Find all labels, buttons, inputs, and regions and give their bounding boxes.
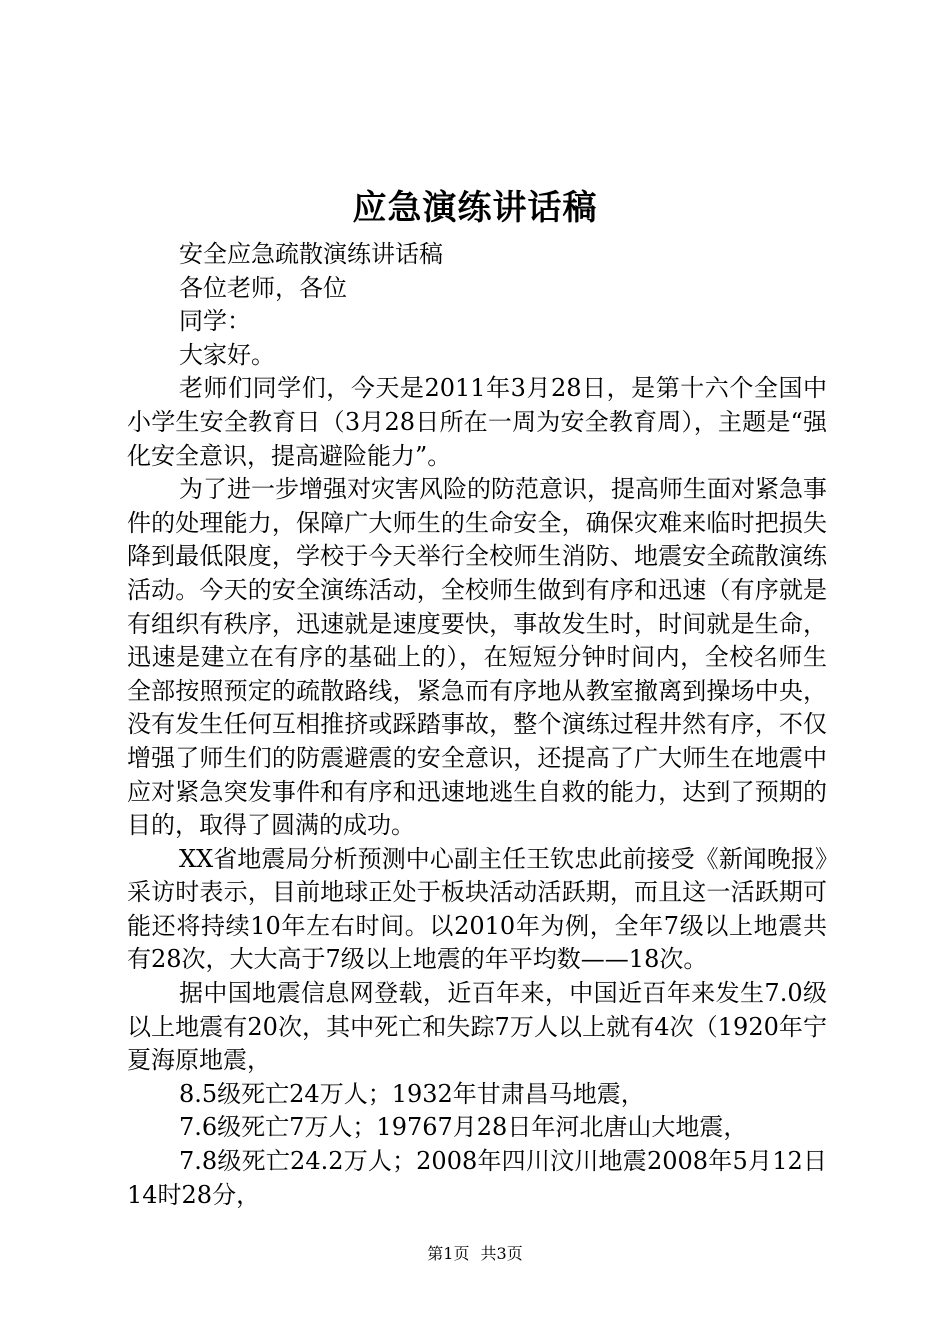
paragraph-seismic: XX省地震局分析预测中心副主任王钦忠此前接受《新闻晚报》采访时表示，目前地球正处于板块活动活跃期，而且这一活跃期可能还将持续10年左右时间。以2010年为例，全年7级以上地震共有28次，大大高于7级以上地震的年平均数——18次。 bbox=[127, 844, 827, 974]
paragraph-salutation-cont: 同学： bbox=[179, 307, 251, 336]
paragraph-subtitle: 安全应急疏散演练讲话稿 bbox=[179, 240, 443, 268]
paragraph-greeting: 大家好。 bbox=[179, 340, 275, 369]
paragraph-salutation: 各位老师，各位 bbox=[179, 273, 347, 302]
document-title: 应急演练讲话稿 bbox=[352, 188, 598, 228]
paragraph-history-2008: 7.8级死亡24.2万人；2008年四川汶川地震2008年5月12日14时28分， bbox=[127, 1147, 827, 1209]
paragraph-history-1976: 7.6级死亡7万人；19767月28日年河北唐山大地震， bbox=[179, 1113, 748, 1142]
document-body bbox=[127, 238, 827, 1212]
page-footer bbox=[0, 1244, 950, 1264]
page-total: 共3页 bbox=[480, 1244, 523, 1263]
paragraph-history: 据中国地震信息网登载，近百年来，中国近百年来发生7.0级以上地震有20次，其中死亡和失踪7万人以上就有4次（1920年宁夏海原地震， bbox=[127, 979, 827, 1075]
page-number: 第1页 bbox=[427, 1244, 470, 1263]
paragraph-drill: 为了进一步增强对灾害风险的防范意识，提高师生面对紧急事件的处理能力，保障广大师生的生命安全，确保灾难来临时把损失降到最低限度，学校于今天举行全校师生消防、地震安全疏散演练活动。今天的安全演练活动，全校师生做到有序和迅速（有序就是有组织有秩序，迅速就是速度要快，事故发生时，时间就是生命，迅速是建立在有序的基础上的），在短短分钟时间内，全校名师生全部按照预定的疏散路线，紧急而有序地从教室撤离到操场中央，没有发生任何互相推挤或踩踏事故，整个演练过程井然有序，不仅增强了师生们的防震避震的安全意识，还提高了广大师生在地震中应对紧急突发事件和有序和迅速地逃生自救的能力，达到了预期的目的，取得了圆满的成功。 bbox=[127, 475, 827, 840]
paragraph-history-1932: 8.5级死亡24万人；1932年甘肃昌马地震， bbox=[179, 1079, 645, 1108]
paragraph-intro: 老师们同学们，今天是2011年3月28日，是第十六个全国中小学生安全教育日（3月28日所在一周为安全教育周），主题是“强化安全意识，提高避险能力”。 bbox=[127, 374, 827, 470]
